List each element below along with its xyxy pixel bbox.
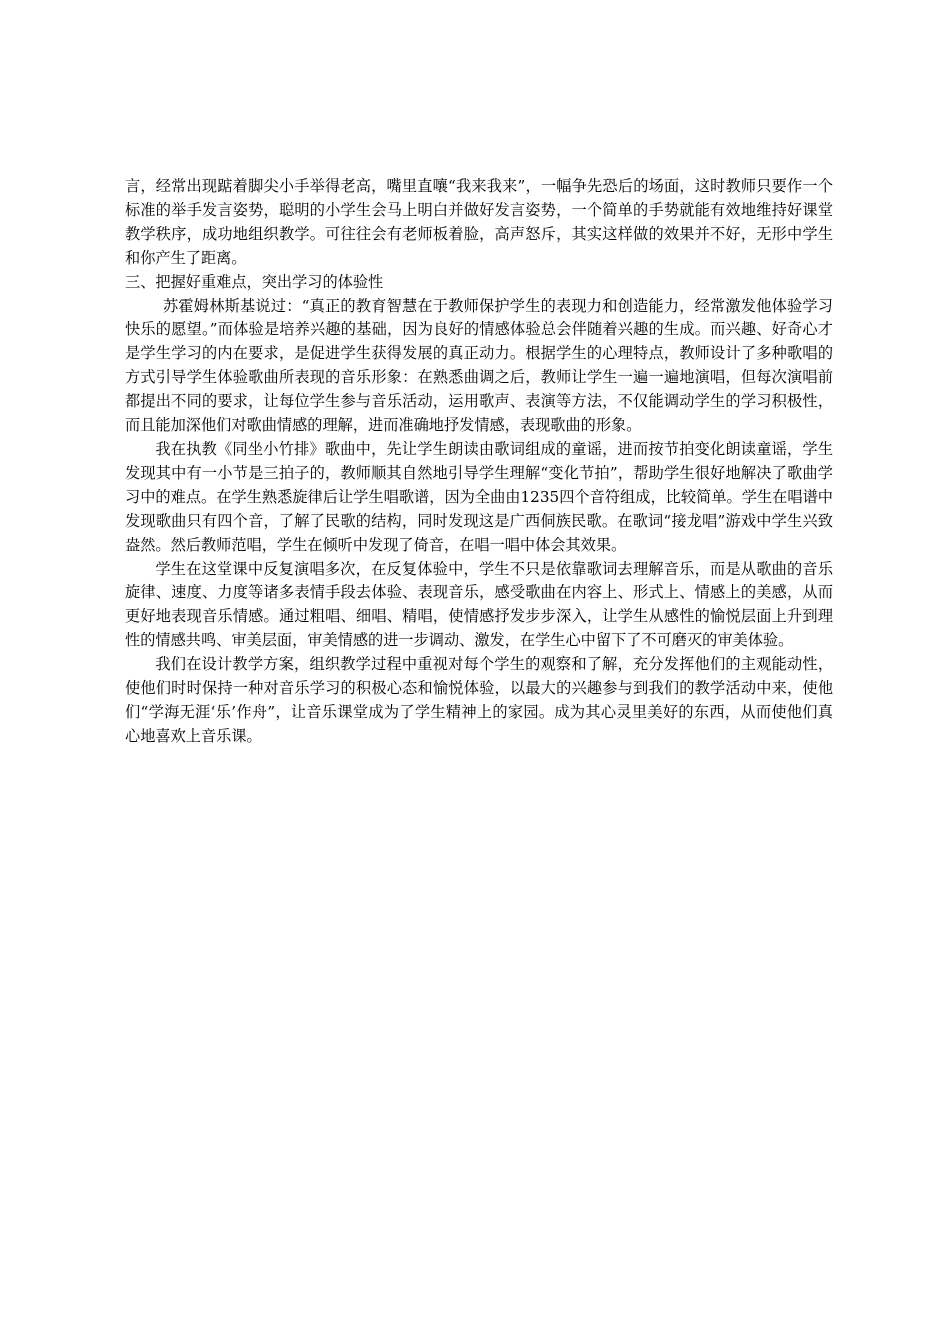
paragraph-continued: 言，经常出现踮着脚尖小手举得老高，嘴里直嚷“我来我来”，一幅争先恐后的场面，这时教师只要作一个标准的举手发言姿势，聪明的小学生会马上明白并做好发言姿势，一个简单的手势就能有效地维持好课堂教学秩序，成功地组织教学。可往往会有老师板着脸，高声怒斥，其实这样做的效果并不好，无形中学生和你产生了距离。 xyxy=(125,177,833,267)
paragraph-conclusion: 我们在设计教学方案，组织教学过程中重视对每个学生的观察和了解，充分发挥他们的主观能动性，使他们时时保持一种对音乐学习的积极心态和愉悦体验，以最大的兴趣参与到我们的教学活动中来，使他们“学海无涯‘乐’作舟”，让音乐课堂成为了学生精神上的家园。成为其心灵里美好的东西，从而使他们真心地喜欢上音乐课。 xyxy=(125,655,833,745)
document-page xyxy=(125,175,833,749)
paragraph-experience: 学生在这堂课中反复演唱多次，在反复体验中，学生不只是依靠歌词去理解音乐，而是从歌曲的音乐旋律、速度、力度等诸多表情手段去体验、表现音乐，感受歌曲在内容上、形式上、情感上的美感，从而更好地表现音乐情感。通过粗唱、细唱、精唱，使情感抒发步步深入，让学生从感性的愉悦层面上升到理性的情感共鸣、审美层面，审美情感的进一步调动、激发，在学生心中留下了不可磨灭的审美体验。 xyxy=(125,559,833,650)
paragraph-example: 我在执教《同坐小竹排》歌曲中，先让学生朗读由歌词组成的童谣，进而按节拍变化朗读童谣，学生发现其中有一小节是三拍子的，教师顺其自然地引导学生理解“变化节拍”，帮助学生很好地解决了歌曲学习中的难点。在学生熟悉旋律后让学生唱歌谱，因为全曲由1235四个音符组成，比较简单。学生在唱谱中发现歌曲只有四个音，了解了民歌的结构，同时发现这是广西侗族民歌。在歌词“接龙唱”游戏中学生兴致盎然。然后教师范唱，学生在倾听中发现了倚音，在唱一唱中体会其效果。 xyxy=(125,439,833,554)
paragraph-quote: 苏霍姆林斯基说过：“真正的教育智慧在于教师保护学生的表现力和创造能力，经常激发他体验学习快乐的愿望。”而体验是培养兴趣的基础，因为良好的情感体验总会伴随着兴趣的生成。而兴趣、好奇心才是学生学习的内在要求，是促进学生获得发展的真正动力。根据学生的心理特点，教师设计了多种歌唱的方式引导学生体验歌曲所表现的音乐形象：在熟悉曲调之后，教师让学生一遍一遍地演唱，但每次演唱前都提出不同的要求，让每位学生参与音乐活动，运用歌声、表演等方法，不仅能调动学生的学习积极性，而且能加深他们对歌曲情感的理解，进而准确地抒发情感，表现歌曲的形象。 xyxy=(125,296,833,435)
section-heading: 三、把握好重难点，突出学习的体验性 xyxy=(125,272,384,291)
